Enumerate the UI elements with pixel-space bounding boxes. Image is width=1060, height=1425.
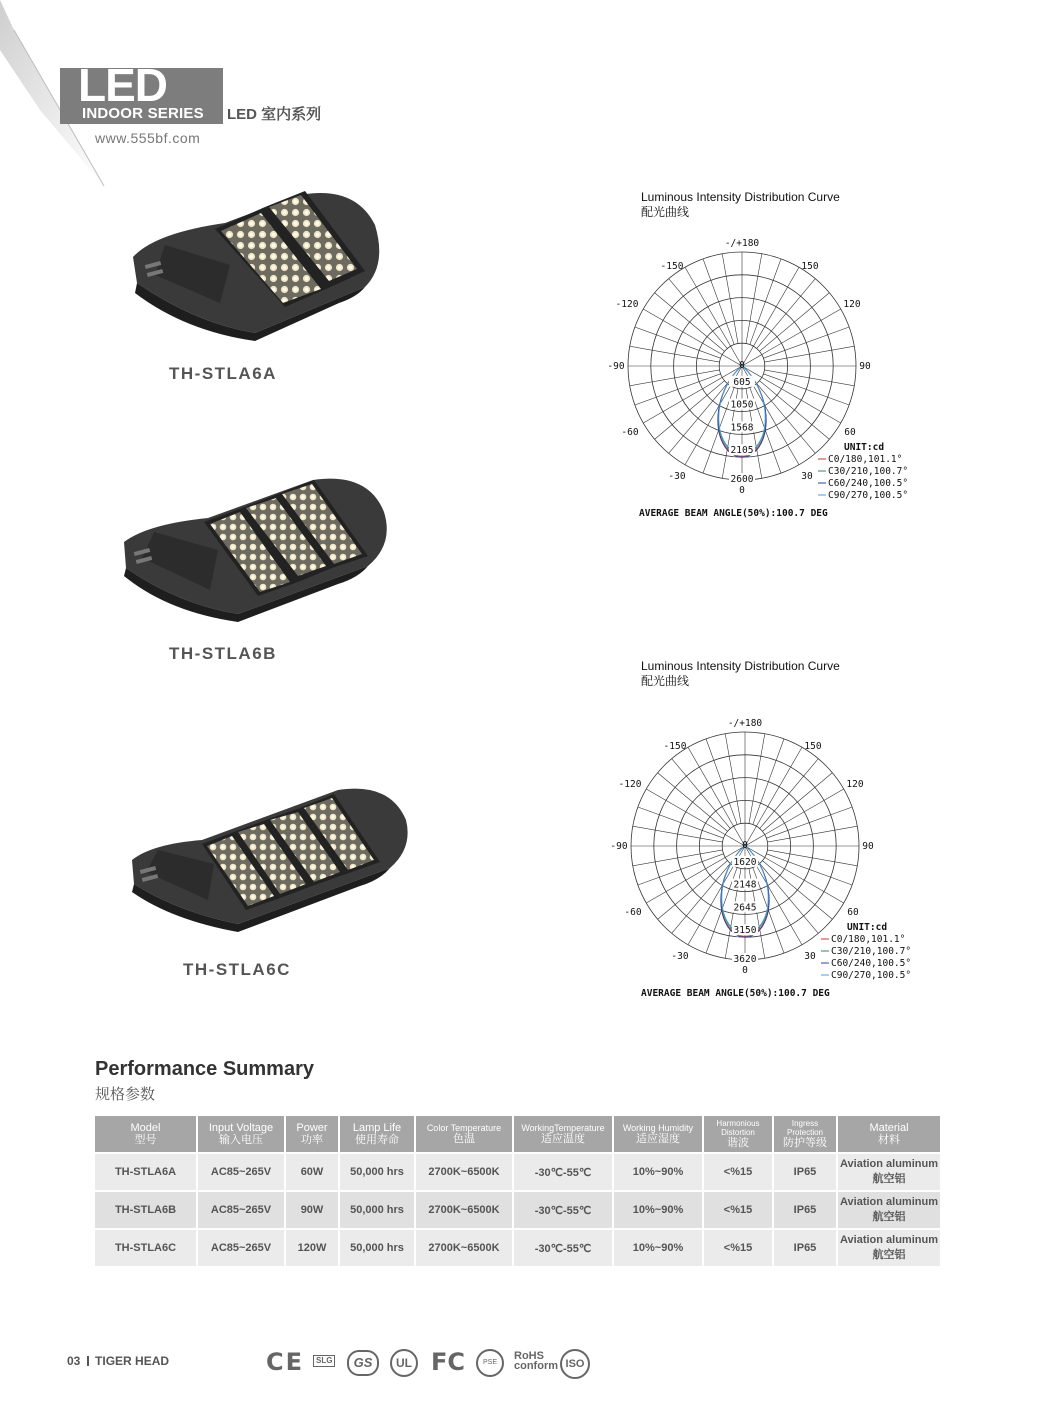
page-footer [67, 1354, 169, 1368]
cell-ip: IP65 [773, 1153, 837, 1191]
polar-spoke [766, 854, 852, 885]
polar-spoke [759, 293, 829, 352]
polar-spoke [763, 374, 849, 405]
polar-spoke [753, 739, 784, 825]
cert-ul [390, 1349, 418, 1377]
legend-entry: C90/270,100.5° [831, 970, 912, 981]
cert-iso-icon: ISO [560, 1349, 590, 1379]
cell-model: TH-STLA6C [95, 1229, 197, 1266]
cell-ip: IP65 [773, 1229, 837, 1266]
angle-label: -120 [615, 299, 639, 310]
legend-entry: C0/180,101.1° [831, 934, 906, 945]
ring-value-label: 3620 [733, 954, 757, 965]
header-harmonious-distortion: Harmonious Distortion 谐波 [703, 1116, 773, 1153]
angle-label: -90 [610, 841, 628, 852]
angle-label: -120 [618, 779, 642, 790]
cert-iso [560, 1349, 590, 1379]
page-number: 03 [67, 1354, 81, 1368]
header-working-humidity: Working Humidity 适应湿度 [613, 1116, 703, 1153]
cell-cct: 2700K~6500K [415, 1191, 513, 1229]
angle-label: 60 [844, 427, 856, 438]
ring-value-label: 1568 [730, 422, 754, 434]
angle-label: -30 [668, 471, 686, 482]
cell-voltage: AC85~265V [197, 1229, 285, 1266]
ring-value-label: 1050 [730, 399, 754, 411]
polar-spoke [766, 807, 852, 838]
polar-spoke [725, 734, 741, 824]
cert-rohs: RoHS conform [514, 1350, 558, 1372]
table-header-row [95, 1116, 940, 1153]
polar-chart-2 [603, 718, 923, 1008]
header-power: Power 功率 [285, 1116, 339, 1153]
header-model: Model 型号 [95, 1116, 197, 1153]
angle-label: -90 [607, 361, 625, 372]
curve-2-title-en: Luminous Intensity Distribution Curve [641, 659, 840, 673]
legend-entry: C30/210,100.7° [828, 466, 909, 477]
cell-temp: -30℃-55℃ [513, 1229, 613, 1266]
cell-life: 50,000 hrs [339, 1153, 415, 1191]
cell-voltage: AC85~265V [197, 1191, 285, 1229]
cert-slg [313, 1350, 335, 1368]
polar-spoke [672, 759, 731, 829]
angle-label: 60 [847, 907, 859, 918]
legend-entry: C60/240,100.5° [831, 958, 912, 969]
angle-label: -150 [660, 261, 684, 272]
cert-slg-icon: SLG [313, 1355, 335, 1367]
cert-gs [347, 1350, 379, 1376]
polar-spoke [767, 850, 857, 866]
cell-power: 60W [285, 1153, 339, 1191]
performance-table [95, 1116, 940, 1266]
cell-humidity: 10%~90% [613, 1229, 703, 1266]
curve-1-title-en: Luminous Intensity Distribution Curve [641, 190, 840, 204]
polar-spoke [757, 279, 816, 349]
polar-spoke [764, 370, 854, 386]
cert-fc: FC [431, 1348, 466, 1376]
cell-ip: IP65 [773, 1191, 837, 1229]
curve-2-title [641, 659, 840, 689]
polar-spoke [750, 259, 781, 345]
polar-spoke [762, 773, 832, 832]
angle-label: 90 [859, 361, 871, 372]
angle-label: -60 [621, 427, 639, 438]
cert-gs-icon: GS [347, 1350, 379, 1376]
indoor-series-label: INDOOR SERIES [82, 105, 204, 122]
polar-spoke [633, 826, 723, 842]
ring-value-label: 2600 [730, 474, 754, 485]
angle-label: 0 [739, 485, 745, 496]
performance-title: Performance Summary [95, 1058, 314, 1080]
performance-subtitle: 规格参数 [95, 1086, 156, 1103]
footer-divider [87, 1356, 89, 1366]
cell-life: 50,000 hrs [339, 1191, 415, 1229]
polar-spoke [633, 850, 723, 866]
footer-brand: TIGER HEAD [95, 1354, 170, 1368]
legend-unit: UNIT:cd [844, 442, 885, 453]
curve-2-beam-angle: AVERAGE BEAM ANGLE(50%):100.7 DEG [641, 988, 830, 999]
cert-pse-icon: PSE [476, 1349, 504, 1377]
product-model-b: TH-STLA6B [169, 644, 277, 663]
cell-model: TH-STLA6B [95, 1191, 197, 1229]
angle-label: 150 [804, 741, 822, 752]
product-model-c: TH-STLA6C [183, 960, 291, 979]
cell-cct: 2700K~6500K [415, 1153, 513, 1191]
product-model-a: TH-STLA6A [169, 364, 277, 383]
polar-spoke [655, 381, 725, 440]
angle-label: 0 [739, 360, 745, 371]
cell-temp: -30℃-55℃ [513, 1153, 613, 1191]
cell-material: Aviation aluminum 航空铝 [837, 1229, 940, 1266]
ring-value-label: 605 [733, 376, 751, 388]
ring-value-label: 3150 [733, 925, 757, 937]
polar-spoke [762, 861, 832, 920]
cell-humidity: 10%~90% [613, 1191, 703, 1229]
header-working-temperature: WorkingTemperature 适应温度 [513, 1116, 613, 1153]
cell-thd: <%15 [703, 1153, 773, 1191]
ring-value-label: 2645 [733, 902, 757, 914]
curve-1-title [641, 190, 840, 220]
angle-label: -30 [671, 951, 689, 962]
polar-spoke [746, 254, 762, 344]
table-row [95, 1153, 940, 1191]
lamp-image-c [128, 782, 413, 932]
polar-spoke [635, 374, 721, 405]
polar-spoke [658, 773, 728, 832]
legend-entry: C90/270,100.5° [828, 490, 909, 501]
header-material: Material 材料 [837, 1116, 940, 1153]
cell-thd: <%15 [703, 1229, 773, 1266]
cell-model: TH-STLA6A [95, 1153, 197, 1191]
polar-spoke [630, 346, 720, 362]
angle-label: -/+180 [727, 718, 763, 729]
legend-entry: C30/210,100.7° [831, 946, 912, 957]
polar-spoke [638, 854, 724, 885]
cell-power: 120W [285, 1229, 339, 1266]
cell-power: 90W [285, 1191, 339, 1229]
curve-1-beam-angle: AVERAGE BEAM ANGLE(50%):100.7 DEG [639, 508, 828, 519]
header-color-temperature: Color Temperature 色温 [415, 1116, 513, 1153]
led-title: LED [78, 59, 167, 111]
ring-value-label: 2148 [733, 879, 757, 891]
cell-temp: -30℃-55℃ [513, 1191, 613, 1229]
polar-spoke [655, 293, 725, 352]
angle-label: 90 [862, 841, 874, 852]
polar-spoke [763, 327, 849, 358]
polar-spoke [658, 861, 728, 920]
ring-value-label: 1620 [733, 856, 757, 868]
cell-humidity: 10%~90% [613, 1153, 703, 1191]
angle-label: 30 [801, 471, 813, 482]
polar-chart-1 [600, 238, 920, 528]
cert-ce: CE [266, 1348, 305, 1376]
legend-entry: C60/240,100.5° [828, 478, 909, 489]
polar-spoke [760, 759, 819, 829]
angle-label: -60 [624, 907, 642, 918]
polar-spoke [669, 279, 728, 349]
angle-label: 120 [843, 299, 861, 310]
angle-label: -150 [663, 741, 687, 752]
polar-spoke [630, 370, 720, 386]
angle-label: 0 [742, 840, 748, 851]
cell-material: Aviation aluminum 航空铝 [837, 1153, 940, 1191]
polar-spoke [749, 734, 765, 824]
angle-label: 30 [804, 951, 816, 962]
polar-spoke [706, 739, 737, 825]
lamp-image-a [125, 185, 390, 345]
curve-2-title-cn: 配光曲线 [641, 674, 690, 688]
cell-cct: 2700K~6500K [415, 1229, 513, 1266]
polar-spoke [759, 381, 829, 440]
polar-spoke [635, 327, 721, 358]
angle-label: 150 [801, 261, 819, 272]
curve-1-title-cn: 配光曲线 [641, 205, 690, 219]
cert-ul-icon: UL [390, 1349, 418, 1377]
table-row [95, 1191, 940, 1229]
polar-spoke [764, 346, 854, 362]
website-url: www.555bf.com [95, 130, 201, 146]
legend-entry: C0/180,101.1° [828, 454, 903, 465]
header-lamp-life: Lamp Life 使用寿命 [339, 1116, 415, 1153]
cell-thd: <%15 [703, 1191, 773, 1229]
header-input-voltage: Input Voltage 输入电压 [197, 1116, 285, 1153]
series-chinese-label: LED 室内系列 [227, 106, 322, 123]
lamp-image-b [118, 472, 393, 622]
angle-label: 0 [742, 965, 748, 976]
cell-life: 50,000 hrs [339, 1229, 415, 1266]
polar-spoke [638, 807, 724, 838]
legend-unit: UNIT:cd [847, 922, 888, 933]
ring-value-label: 2105 [730, 445, 754, 457]
table-row [95, 1229, 940, 1266]
polar-spoke [703, 259, 734, 345]
header-ingress-protection: Ingress Protection 防护等级 [773, 1116, 837, 1153]
cell-voltage: AC85~265V [197, 1153, 285, 1191]
polar-spoke [722, 254, 738, 344]
cert-pse [476, 1349, 504, 1377]
angle-label: 120 [846, 779, 864, 790]
angle-label: -/+180 [724, 238, 760, 249]
cell-material: Aviation aluminum 航空铝 [837, 1191, 940, 1229]
polar-spoke [767, 826, 857, 842]
